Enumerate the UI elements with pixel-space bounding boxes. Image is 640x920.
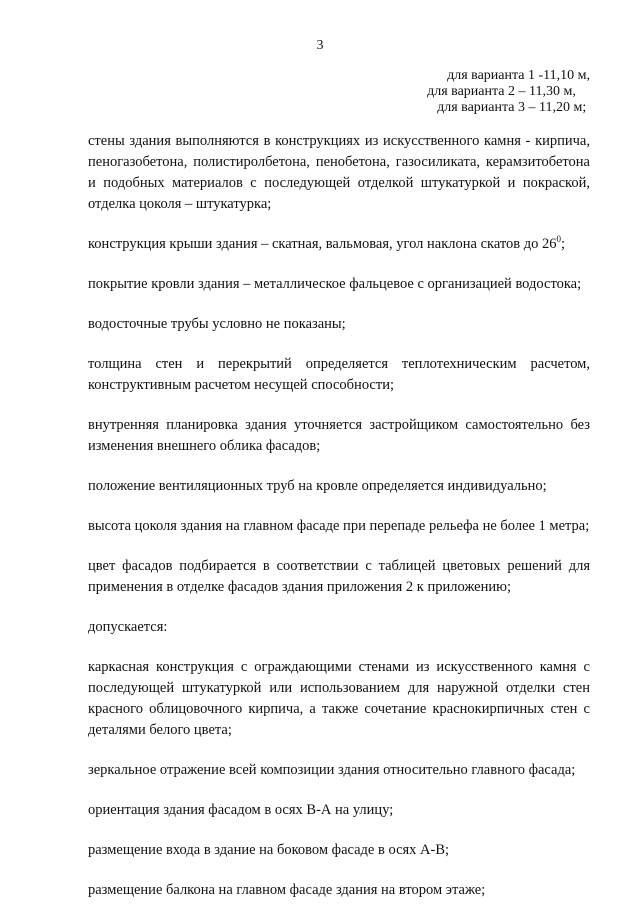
paragraph-balcony-placement: размещение балкона на главном фасаде здания на втором этаже; (88, 882, 486, 898)
paragraph-ventilation-pipes: положение вентиляционных труб на кровле определяется индивидуально; (88, 478, 547, 494)
paragraph-facade-color: цвет фасадов подбирается в соответствии с таблицей цветовых решений для применения в отделке фасадов здания приложения 2 к приложению; (88, 558, 590, 595)
building-height-variants (425, 68, 590, 116)
paragraph-plinth-height: высота цоколя здания на главном фасаде при перепаде рельефа не более 1 метра; (88, 518, 590, 534)
variant-1-height: для варианта 1 -11,10 м, (447, 68, 590, 83)
paragraph-walls: стены здания выполняются в конструкциях из искусственного камня - кирпича, пеногазобетона, полистиролбетона, пенобетона, газосиликата, керамзитобетона и подобных материалов с последующей отделкой штукатуркой и покраской, отделка цоколя – штукатурка; (88, 133, 590, 212)
paragraph-frame-construction: каркасная конструкция с ограждающими стенами из искусственного камня с последующей штукатуркой или использованием для наружной отделки стен красного облицовочного кирпича, а также сочетание краснокирпичных стен с деталями белого цвета; (88, 659, 590, 738)
variant-3-height: для варианта 3 – 11,20 м; (437, 100, 587, 115)
variant-2-height: для варианта 2 – 11,30 м, (427, 84, 576, 99)
paragraph-roof-structure (88, 234, 590, 255)
page-number: 3 (316, 38, 324, 53)
paragraph-mirror-reflection: зеркальное отражение всей композиции здания относительно главного фасада; (88, 762, 576, 778)
paragraph-wall-thickness: толщина стен и перекрытий определяется теплотехническим расчетом, конструктивным расчетом несущей способности; (88, 356, 590, 393)
paragraph-roof-covering: покрытие кровли здания – металлическое фальцевое с организацией водостока; (88, 276, 582, 292)
roof-structure-tail: ; (561, 236, 566, 252)
degree-superscript: 0 (556, 234, 562, 245)
paragraph-interior-layout: внутренняя планировка здания уточняется застройщиком самостоятельно без изменения внешнего облика фасадов; (88, 417, 590, 454)
paragraph-drainpipes: водосточные трубы условно не показаны; (88, 316, 346, 332)
paragraph-allowed-heading: допускается: (88, 619, 168, 635)
document-body (88, 131, 590, 920)
paragraph-orientation: ориентация здания фасадом в осях В-А на улицу; (88, 802, 394, 818)
roof-structure-text: конструкция крыши здания – скатная, вальмовая, угол наклона скатов до 26 (88, 236, 557, 252)
paragraph-entrance-placement: размещение входа в здание на боковом фасаде в осях А-В; (88, 842, 450, 858)
